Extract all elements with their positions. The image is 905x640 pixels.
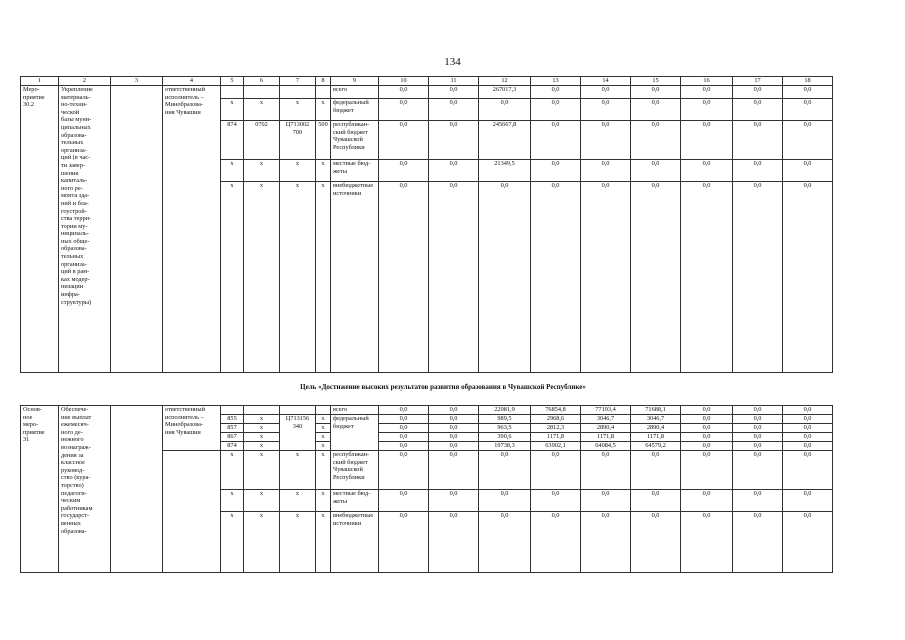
amount-cell: 0,0 [429, 433, 479, 442]
section-code: x [244, 182, 280, 373]
amount-cell: 0,0 [733, 406, 783, 415]
executor-continued [163, 451, 221, 573]
amount-cell: 1171,8 [631, 433, 681, 442]
expense-type: x [316, 512, 331, 573]
amount-cell: 0,0 [783, 160, 833, 182]
measure-name: Обеспече- ние выплат ежемесяч- ного де- нежного вознаграж- дения за классное руковод- ство (кура- торство) педагоги- ческим работникам государст- венных образова- [59, 406, 111, 573]
amount-cell: 0,0 [479, 451, 531, 490]
amount-cell: 0,0 [479, 99, 531, 121]
section-code: x [244, 424, 280, 433]
amount-cell: 0,0 [429, 182, 479, 373]
amount-cell: 77193,4 [581, 406, 631, 415]
amount-cell: 0,0 [581, 86, 631, 99]
expense-type: x [316, 451, 331, 490]
empty-cell [111, 406, 163, 573]
column-number: 1 [21, 77, 59, 86]
amount-cell: 0,0 [733, 121, 783, 160]
amount-cell: 64579,2 [631, 442, 681, 451]
measure-name: Укрепление материаль- но-техни- ческой базы муни- ципальных образова- тельных организа- ций (в час- ти завер- шения капиталь- ного ре- монта зда- ний и бла- гоустрой- ства терри- тории му- ниципаль- ных обще- образова- тельных организа- ций в рам- ках модер- низации инфра- структуры) [59, 86, 111, 373]
amount-cell: 0,0 [681, 424, 733, 433]
section-code [244, 406, 280, 415]
expense-type: x [316, 490, 331, 512]
column-number: 13 [531, 77, 581, 86]
amount-cell: 0,0 [733, 160, 783, 182]
target-article [280, 406, 316, 415]
amount-cell: 0,0 [581, 451, 631, 490]
amount-cell: 0,0 [429, 99, 479, 121]
amount-cell: 0,0 [429, 160, 479, 182]
amount-cell: 0,0 [631, 99, 681, 121]
section-code: x [244, 490, 280, 512]
amount-cell: 1171,8 [531, 433, 581, 442]
section-code: x [244, 451, 280, 490]
column-number: 7 [280, 77, 316, 86]
section-code: 0702 [244, 121, 280, 160]
amount-cell: 0,0 [531, 86, 581, 99]
funding-source: федеральный бюджет [331, 415, 379, 451]
column-number: 16 [681, 77, 733, 86]
amount-cell: 0,0 [733, 424, 783, 433]
funding-source: всего [331, 86, 379, 99]
target-article: Ц713156 340 [280, 415, 316, 451]
amount-cell: 0,0 [783, 424, 833, 433]
amount-cell: 0,0 [733, 442, 783, 451]
amount-cell: 0,0 [733, 99, 783, 121]
amount-cell: 2812,3 [531, 424, 581, 433]
amount-cell: 1171,8 [581, 433, 631, 442]
section-code: x [244, 160, 280, 182]
funding-source: внебюджетные источники [331, 182, 379, 373]
amount-cell: 0,0 [783, 442, 833, 451]
executor: ответственный исполнитель – Минобразова- ния Чувашии [163, 86, 221, 373]
amount-cell: 0,0 [631, 182, 681, 373]
grbs-code [221, 406, 244, 415]
amount-cell: 0,0 [681, 415, 733, 424]
target-article [280, 86, 316, 99]
amount-cell: 390,6 [479, 433, 531, 442]
amount-cell: 0,0 [531, 121, 581, 160]
amount-cell: 0,0 [783, 121, 833, 160]
amount-cell: 0,0 [681, 121, 733, 160]
column-number: 17 [733, 77, 783, 86]
amount-cell: 0,0 [783, 99, 833, 121]
amount-cell: 0,0 [631, 160, 681, 182]
grbs-code: 874 [221, 121, 244, 160]
amount-cell: 2968,6 [531, 415, 581, 424]
expense-type: x [316, 182, 331, 373]
budget-table-top [20, 76, 833, 373]
amount-cell: 0,0 [581, 490, 631, 512]
target-article: x [280, 160, 316, 182]
amount-cell: 0,0 [379, 182, 429, 373]
column-number: 18 [783, 77, 833, 86]
section-code: x [244, 415, 280, 424]
amount-cell: 0,0 [631, 86, 681, 99]
expense-type: x [316, 442, 331, 451]
amount-cell: 0,0 [479, 512, 531, 573]
budget-table-bottom [20, 405, 833, 573]
funding-source: республикан- ский бюджет Чувашской Республики [331, 121, 379, 160]
amount-cell: 0,0 [429, 86, 479, 99]
column-number: 8 [316, 77, 331, 86]
measure-code: Меро- приятие 30.2 [21, 86, 59, 373]
amount-cell: 3046,7 [631, 415, 681, 424]
amount-cell: 0,0 [783, 512, 833, 573]
section-code: x [244, 433, 280, 442]
amount-cell: 0,0 [681, 433, 733, 442]
amount-cell: 0,0 [733, 451, 783, 490]
amount-cell: 0,0 [631, 121, 681, 160]
expense-type: x [316, 415, 331, 424]
amount-cell: 22081,9 [479, 406, 531, 415]
section-code: x [244, 512, 280, 573]
amount-cell: 0,0 [581, 512, 631, 573]
amount-cell: 0,0 [733, 433, 783, 442]
section-code: x [244, 442, 280, 451]
expense-type: x [316, 160, 331, 182]
amount-cell: 0,0 [479, 490, 531, 512]
amount-cell: 0,0 [379, 406, 429, 415]
expense-type: x [316, 433, 331, 442]
amount-cell: 0,0 [783, 182, 833, 373]
grbs-code: x [221, 451, 244, 490]
amount-cell: 0,0 [733, 415, 783, 424]
amount-cell: 0,0 [379, 415, 429, 424]
amount-cell: 76854,8 [531, 406, 581, 415]
amount-cell: 0,0 [733, 182, 783, 373]
amount-cell: 989,5 [479, 415, 531, 424]
amount-cell: 0,0 [429, 451, 479, 490]
expense-type: 500 [316, 121, 331, 160]
column-number: 4 [163, 77, 221, 86]
grbs-code: x [221, 490, 244, 512]
column-number: 11 [429, 77, 479, 86]
column-number: 14 [581, 77, 631, 86]
expense-type [316, 86, 331, 99]
amount-cell: 0,0 [631, 451, 681, 490]
amount-cell: 0,0 [783, 451, 833, 490]
amount-cell: 21349,5 [479, 160, 531, 182]
amount-cell: 0,0 [379, 433, 429, 442]
amount-cell: 0,0 [681, 99, 733, 121]
amount-cell: 0,0 [681, 182, 733, 373]
amount-cell: 0,0 [733, 86, 783, 99]
expense-type [316, 406, 331, 415]
amount-cell: 0,0 [379, 121, 429, 160]
amount-cell: 0,0 [429, 424, 479, 433]
amount-cell: 0,0 [429, 415, 479, 424]
amount-cell: 0,0 [581, 160, 631, 182]
amount-cell: 0,0 [581, 121, 631, 160]
amount-cell: 0,0 [429, 512, 479, 573]
funding-source: федеральный бюджет [331, 99, 379, 121]
table-row [21, 406, 833, 415]
grbs-code: 874 [221, 442, 244, 451]
column-number: 2 [59, 77, 111, 86]
amount-cell: 0,0 [681, 86, 733, 99]
amount-cell: 0,0 [581, 99, 631, 121]
header-row [21, 77, 833, 86]
amount-cell: 0,0 [531, 182, 581, 373]
amount-cell: 0,0 [783, 415, 833, 424]
column-number: 5 [221, 77, 244, 86]
target-article: x [280, 451, 316, 490]
column-number: 12 [479, 77, 531, 86]
target-article: x [280, 490, 316, 512]
amount-cell: 0,0 [531, 99, 581, 121]
funding-source: местные бюд- жеты [331, 160, 379, 182]
amount-cell: 0,0 [783, 490, 833, 512]
amount-cell: 0,0 [733, 490, 783, 512]
amount-cell: 0,0 [631, 490, 681, 512]
amount-cell: 3046,7 [581, 415, 631, 424]
amount-cell: 0,0 [681, 451, 733, 490]
amount-cell: 0,0 [783, 406, 833, 415]
amount-cell: 0,0 [681, 406, 733, 415]
amount-cell: 0,0 [379, 490, 429, 512]
amount-cell: 0,0 [429, 406, 479, 415]
grbs-code: x [221, 182, 244, 373]
amount-cell: 0,0 [631, 512, 681, 573]
amount-cell: 0,0 [681, 490, 733, 512]
section-code [244, 86, 280, 99]
amount-cell: 0,0 [681, 512, 733, 573]
amount-cell: 0,0 [531, 512, 581, 573]
empty-cell [111, 86, 163, 373]
target-article: x [280, 99, 316, 121]
grbs-code: x [221, 160, 244, 182]
amount-cell: 0,0 [531, 451, 581, 490]
amount-cell: 2890,4 [631, 424, 681, 433]
amount-cell: 0,0 [429, 442, 479, 451]
amount-cell: 963,5 [479, 424, 531, 433]
amount-cell: 0,0 [479, 182, 531, 373]
amount-cell: 0,0 [429, 490, 479, 512]
funding-source: республикан- ский бюджет Чувашской Республики [331, 451, 379, 490]
table-row [21, 86, 833, 99]
amount-cell: 0,0 [379, 86, 429, 99]
target-article: Ц713002 700 [280, 121, 316, 160]
funding-source: внебюджетные источники [331, 512, 379, 573]
column-number: 10 [379, 77, 429, 86]
target-article: x [280, 512, 316, 573]
amount-cell: 0,0 [681, 442, 733, 451]
amount-cell: 0,0 [581, 182, 631, 373]
amount-cell: 0,0 [379, 99, 429, 121]
amount-cell: 0,0 [733, 512, 783, 573]
executor: ответственный исполнитель – Минобразова- ния Чувашии [163, 406, 221, 451]
funding-source: местные бюд- жеты [331, 490, 379, 512]
amount-cell: 0,0 [379, 424, 429, 433]
grbs-code: x [221, 512, 244, 573]
amount-cell: 267017,3 [479, 86, 531, 99]
amount-cell: 71688,1 [631, 406, 681, 415]
amount-cell: 0,0 [783, 86, 833, 99]
column-number: 9 [331, 77, 379, 86]
amount-cell: 19738,3 [479, 442, 531, 451]
column-number: 3 [111, 77, 163, 86]
amount-cell: 63902,1 [531, 442, 581, 451]
grbs-code: 867 [221, 433, 244, 442]
section-code: x [244, 99, 280, 121]
grbs-code: x [221, 99, 244, 121]
amount-cell: 64084,5 [581, 442, 631, 451]
column-number: 6 [244, 77, 280, 86]
grbs-code: 855 [221, 415, 244, 424]
amount-cell: 0,0 [531, 160, 581, 182]
amount-cell: 0,0 [783, 433, 833, 442]
column-number: 15 [631, 77, 681, 86]
target-article: x [280, 182, 316, 373]
amount-cell: 0,0 [379, 512, 429, 573]
goal-heading: Цель «Достижение высоких результатов развития образования в Чувашской Республике» [300, 383, 586, 391]
grbs-code [221, 86, 244, 99]
expense-type: x [316, 424, 331, 433]
measure-code: Основ- ное меро- приятие 31 [21, 406, 59, 573]
grbs-code: 857 [221, 424, 244, 433]
amount-cell: 0,0 [379, 160, 429, 182]
amount-cell: 245667,8 [479, 121, 531, 160]
amount-cell: 0,0 [379, 442, 429, 451]
amount-cell: 2890,4 [581, 424, 631, 433]
page-number: 134 [444, 56, 461, 68]
amount-cell: 0,0 [681, 160, 733, 182]
amount-cell: 0,0 [531, 490, 581, 512]
expense-type: x [316, 99, 331, 121]
amount-cell: 0,0 [379, 451, 429, 490]
amount-cell: 0,0 [429, 121, 479, 160]
funding-source: всего [331, 406, 379, 415]
